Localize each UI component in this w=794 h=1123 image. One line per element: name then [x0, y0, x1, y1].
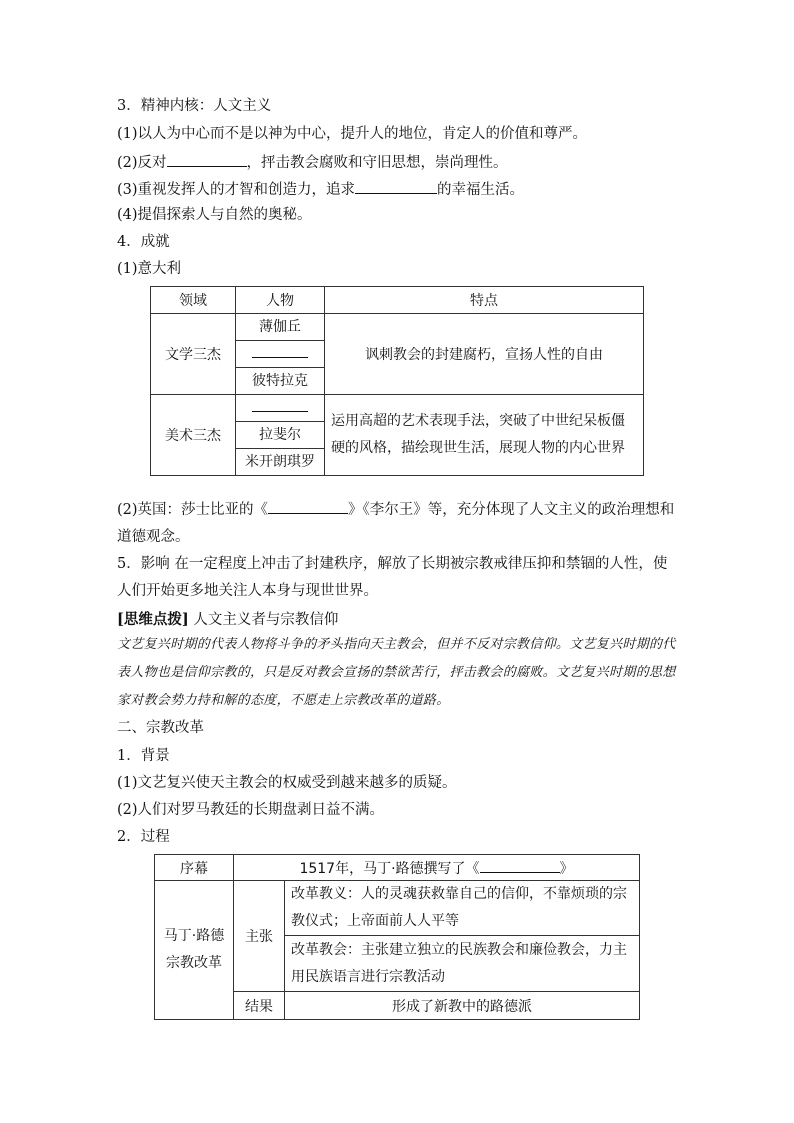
- claim-label: 主张: [234, 881, 285, 992]
- reform-label: 马丁·路德宗教改革: [155, 881, 234, 1020]
- section-4-title: 4．成就: [117, 234, 170, 250]
- section-3-point-1: (1)以人为中心而不是以神为中心，提升人的地位，肯定人的价值和尊严。: [117, 126, 588, 142]
- prelude-text: 1517年，马丁·路德撰写了《 》: [234, 855, 640, 881]
- result-text: 形成了新教中的路德派: [285, 992, 640, 1020]
- process-title: 2．过程: [117, 829, 170, 845]
- fill-blank[interactable]: [252, 343, 308, 358]
- fill-blank[interactable]: [167, 151, 247, 167]
- claim-church: 改革教会：主张建立独立的民族教会和廉俭教会，力主用民族语言进行宗教活动: [285, 936, 640, 992]
- fill-blank[interactable]: [252, 397, 308, 412]
- background-point-1: (1)文艺复兴使天主教会的权威受到越来越多的质疑。: [117, 775, 457, 791]
- background-title: 1．背景: [117, 748, 170, 764]
- section-3-point-3: (3)重视发挥人的才智和创造力，追求 的幸福生活。: [117, 178, 524, 200]
- section-4-italy: (1)意大利: [117, 261, 182, 277]
- section-5-influence: 5．影响 在一定程度上冲击了封建秩序，解放了长期被宗教戒律压抑和禁锢的人性，使人们开始更多地关注人本身与现世世界。: [117, 556, 668, 599]
- section-3-point-2: (2)反对 ，抨击教会腐败和守旧思想，崇尚理性。: [117, 151, 508, 173]
- literature-people: [236, 314, 325, 395]
- person-cell: [236, 395, 324, 422]
- art-people: [236, 395, 325, 476]
- person-cell: 米开朗琪罗: [245, 454, 315, 470]
- italy-achievements-table: [150, 286, 644, 476]
- background-point-2: (2)人们对罗马教廷的长期盘剥日益不满。: [117, 802, 385, 818]
- reformation-table: [154, 854, 640, 1020]
- person-cell: 薄伽丘: [236, 314, 324, 341]
- section-4-uk: (2)英国：莎士比亚的《 》《李尔王》等，充分体现了人文主义的政治理想和道德观念。: [117, 497, 677, 551]
- field-art: 美术三杰: [151, 395, 236, 476]
- claim-doctrine: 改革教义：人的灵魂获救靠自己的信仰，不靠烦琐的宗教仪式；上帝面前人人平等: [285, 881, 640, 936]
- fill-blank[interactable]: [268, 498, 348, 514]
- person-cell: [236, 341, 324, 368]
- table-header: 领域: [151, 287, 236, 314]
- part-2-title: 二、宗教改革: [117, 720, 204, 736]
- section-3-point-4: (4)提倡探索人与自然的奥秘。: [117, 207, 312, 223]
- field-literature: 文学三杰: [151, 314, 236, 395]
- literature-feature: 讽刺教会的封建腐朽，宣扬人性的自由: [325, 314, 644, 395]
- result-label: 结果: [234, 992, 285, 1020]
- art-feature: 运用高超的艺术表现手法，突破了中世纪呆板僵硬的风格，描绘现世生活，展现人物的内心世界: [325, 395, 644, 476]
- table-header: 人物: [236, 287, 325, 314]
- person-cell: 拉斐尔: [236, 422, 324, 449]
- fill-blank[interactable]: [480, 859, 560, 873]
- fill-blank[interactable]: [355, 178, 437, 194]
- table-header: 特点: [325, 287, 644, 314]
- tip-heading: [思维点拨] 人文主义者与宗教信仰: [117, 611, 339, 628]
- tip-body: 文艺复兴时期的代表人物将斗争的矛头指向天主教会，但并不反对宗教信仰。文艺复兴时期的代表人物也是信仰宗教的，只是反对教会宣扬的禁欲苦行，抨击教会的腐败。文艺复兴时期的思想家对教会势力持和解的态度，不愿走上宗教改革的道路。: [117, 637, 676, 708]
- section-3-title: 3．精神内核：人文主义: [117, 98, 272, 114]
- prelude-label: 序幕: [155, 855, 234, 881]
- person-cell: 彼特拉克: [252, 373, 308, 389]
